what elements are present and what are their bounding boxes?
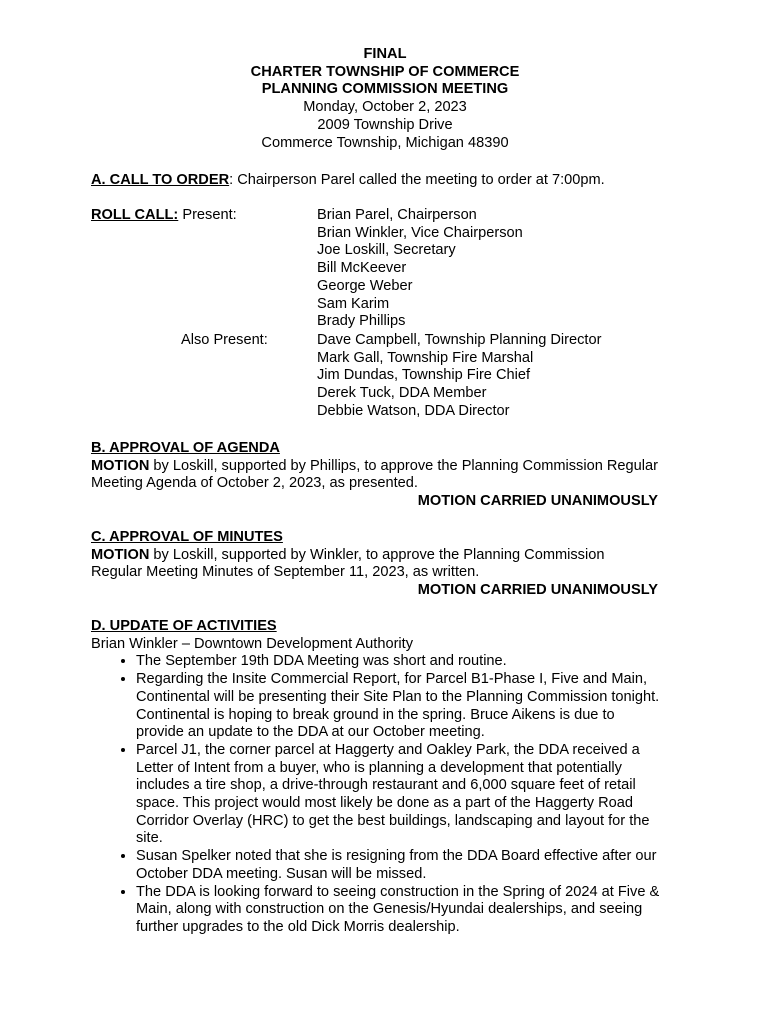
agenda-result: MOTION CARRIED UNANIMOUSLY xyxy=(417,493,658,510)
present-member: Joe Loskill, Secretary xyxy=(317,242,456,259)
agenda-heading: B. APPROVAL OF AGENDA xyxy=(91,440,280,456)
agenda-motion-word: MOTION xyxy=(91,457,150,474)
call-to-order-text: : Chairperson Parel called the meeting to order at 7:00pm. xyxy=(229,172,605,188)
also-present-label: Also Present: xyxy=(181,332,268,348)
agenda-motion-text: by Loskill, supported by Phillips, to approve the Planning Commission Regular xyxy=(149,457,658,474)
header-date: Monday, October 2, 2023 xyxy=(303,99,467,116)
agenda-motion-line xyxy=(91,458,711,476)
roll-call-heading: ROLL CALL: xyxy=(91,207,179,223)
minutes-result: MOTION CARRIED UNANIMOUSLY xyxy=(417,582,658,599)
document-header xyxy=(0,46,770,152)
activities-heading: D. UPDATE OF ACTIVITIES xyxy=(91,618,277,634)
minutes-motion-line xyxy=(91,547,711,565)
call-to-order-heading: A. CALL TO ORDER xyxy=(91,172,230,188)
approval-of-minutes xyxy=(91,529,711,600)
minutes-heading: C. APPROVAL OF MINUTES xyxy=(91,529,283,545)
list-item: • Susan Spelker noted that she is resigning from the DDA Board effective after our October DDA meeting. Susan will be missed. xyxy=(136,848,731,883)
present-member: Brian Winkler, Vice Chairperson xyxy=(317,224,523,241)
header-meeting: PLANNING COMMISSION MEETING xyxy=(261,81,509,98)
also-present-list xyxy=(317,332,601,421)
also-present-member: Dave Campbell, Township Planning Director xyxy=(317,332,602,348)
also-present-member: Jim Dundas, Township Fire Chief xyxy=(317,367,531,384)
agenda-motion-line-2: Meeting Agenda of October 2, 2023, as presented. xyxy=(91,475,418,492)
header-township: CHARTER TOWNSHIP OF COMMERCE xyxy=(250,63,520,80)
minutes-motion-text: by Loskill, supported by Winkler, to approve the Planning Commission xyxy=(149,546,605,563)
roll-call-label xyxy=(91,207,237,225)
list-item: • The September 19th DDA Meeting was short and routine. xyxy=(136,653,731,671)
present-list xyxy=(317,207,523,331)
list-item: • Parcel J1, the corner parcel at Haggerty and Oakley Park, the DDA received a Letter of Intent from a buyer, who is planning a development that potentially includes a tire shop, a drive-through restaurant and 6,000 square feet of retail space. This project would most likely be done as a part of the Haggerty Road Corridor Overlay (HRC) to get the best buildings, landscaping and layout for the site. xyxy=(136,742,731,848)
minutes-motion-word: MOTION xyxy=(91,546,150,563)
update-of-activities xyxy=(91,618,731,937)
present-member: George Weber xyxy=(317,277,413,294)
header-city: Commerce Township, Michigan 48390 xyxy=(261,134,509,151)
also-present-member: Debbie Watson, DDA Director xyxy=(317,402,510,419)
present-member: Sam Karim xyxy=(317,295,390,312)
present-member: Brian Parel, Chairperson xyxy=(317,207,477,223)
minutes-motion-line-2: Regular Meeting Minutes of September 11, 2023, as written. xyxy=(91,564,480,581)
header-address: 2009 Township Drive xyxy=(317,116,453,133)
activities-list xyxy=(91,653,731,936)
approval-of-agenda xyxy=(91,440,711,511)
present-member: Bill McKeever xyxy=(317,260,407,277)
activities-subheading: Brian Winkler – Downtown Development Authority xyxy=(91,635,414,652)
header-final: FINAL xyxy=(363,46,407,62)
also-present-member: Derek Tuck, DDA Member xyxy=(317,385,487,402)
list-item: • Regarding the Insite Commercial Report, for Parcel B1-Phase I, Five and Main, Continental will be presenting their Site Plan to the Planning Commission tonight. Continental is hoping to break ground in the spring. Bruce Aikens is due to provide an update to the DDA at our October meeting. xyxy=(136,671,731,742)
list-item: • The DDA is looking forward to seeing construction in the Spring of 2024 at Five & Main, along with construction on the Genesis/Hyundai dealerships, and seeing further upgrades to the old Dick Morris dealership. xyxy=(136,884,731,937)
present-member: Brady Phillips xyxy=(317,313,406,330)
present-label: Present: xyxy=(178,207,237,223)
call-to-order xyxy=(91,172,731,190)
also-present-member: Mark Gall, Township Fire Marshal xyxy=(317,349,534,366)
